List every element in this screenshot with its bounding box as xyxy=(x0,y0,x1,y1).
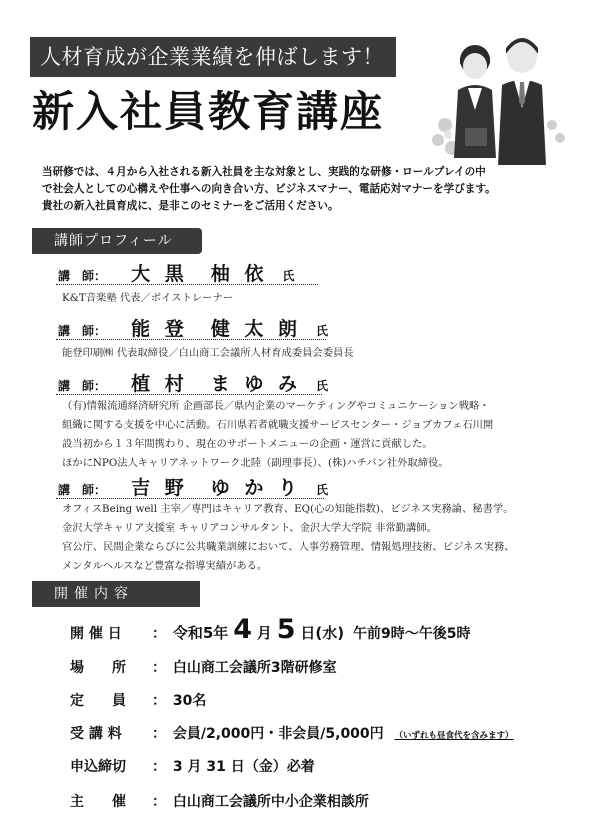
lecturer-honorific: 氏 xyxy=(316,324,329,338)
host-label: 主 催 xyxy=(70,794,126,810)
lecturer-bio xyxy=(62,289,233,308)
fee-value: 会員/2,000円・非会員/5,000円 xyxy=(172,726,384,742)
lecturer-label: 講 師： xyxy=(58,483,107,497)
date-day-unit: 日(水) xyxy=(300,624,345,642)
fee-note: （いずれも昼食代を含みます） xyxy=(394,731,514,741)
fee-label: 受 講 料 xyxy=(70,726,122,742)
lecturer-label: 講 師： xyxy=(58,269,107,283)
lecturer-name: 植 村 ま ゆ み xyxy=(131,373,301,395)
lecturer-heading xyxy=(58,473,328,500)
lecturer-honorific: 氏 xyxy=(316,483,329,497)
lecturer-heading xyxy=(58,259,294,286)
page-title: 新入社員教育講座 xyxy=(32,87,385,136)
deadline-value: 3 月 31 日（金）必着 xyxy=(172,759,315,775)
lecturer-heading xyxy=(58,314,328,341)
lecturer-name: 能 登 健 太 朗 xyxy=(131,318,301,340)
divider xyxy=(56,284,318,285)
intro-text xyxy=(42,164,562,215)
date-month-unit: 月 xyxy=(256,624,272,642)
date-month: 4 xyxy=(233,614,252,645)
headline-banner: 人材育成が企業業績を伸ばします！ xyxy=(30,37,396,77)
bio-line: メンタルヘルスなど豊富な指導実績がある。 xyxy=(62,560,268,572)
intro-line: 当研修では、４月から入社される新入社員を主な対象とし、実践的な研修・ロールプレイの中 xyxy=(42,166,486,178)
lecturer-honorific: 氏 xyxy=(282,269,295,283)
bio-line: オフィスBeing well 主宰／専門はキャリア教育、EQ(心の知能指数)、ビジネス実務論、秘書学。 xyxy=(62,503,514,515)
host-value: 白山商工会議所中小企業相談所 xyxy=(172,794,369,810)
section-header-event: 開催内容 xyxy=(32,581,200,607)
bio-line: K&T音楽塾 代表／ボイストレーナー xyxy=(62,292,234,304)
bio-line: 官公庁、民間企業ならびに公共職業訓練において、人事労務管理、情報処理技術、ビジネス実務、 xyxy=(62,541,515,553)
event-host-row: 主 催 ： 白山商工会議所中小企業相談所 xyxy=(70,791,369,811)
event-fee-row: 受 講 料 ： 会員/2,000円・非会員/5,000円 （いずれも昼食代を含みます） xyxy=(70,723,514,743)
lecturer-label: 講 師： xyxy=(58,324,107,338)
date-label: 開 催 日 xyxy=(70,626,122,642)
date-day: 5 xyxy=(276,614,296,645)
capacity-label: 定 員 xyxy=(70,693,126,709)
lecturer-heading xyxy=(58,369,328,396)
event-deadline-row: 申込締切 ： 3 月 31 日（金）必着 xyxy=(70,756,315,776)
lecturer-name: 吉 野 ゆ か り xyxy=(131,477,301,499)
date-era: 令和5年 xyxy=(172,624,229,642)
event-capacity-row: 定 員 ： 30名 xyxy=(70,690,206,710)
capacity-value: 30名 xyxy=(172,693,207,709)
bio-line: ほかにNPO法人キャリアネットワーク北陸（副理事長）、(株)ハチバン社外取締役。 xyxy=(62,457,449,469)
lecturer-name: 大 黒 柚 依 xyxy=(131,263,268,285)
lecturer-label: 講 師： xyxy=(58,379,107,393)
bio-line: 能登印刷㈱ 代表取締役／白山商工会議所人材育成委員会委員長 xyxy=(62,347,354,359)
deadline-label: 申込締切 xyxy=(70,759,126,775)
lecturer-bio xyxy=(62,397,493,473)
event-date-row: 開 催 日 ： 令和5年 4 月 5 日(水) 午前9時～午後5時 xyxy=(70,614,471,645)
divider xyxy=(56,394,322,395)
bio-line: （有)情報流通経済研究所 企画部長／県内企業のマーケティングやコミュニケーション戦略・ xyxy=(62,400,490,412)
section-header-profile: 講師プロフィール xyxy=(32,228,202,254)
business-people-illustration xyxy=(430,30,570,170)
bio-line: 組織に関する支援を中心に活動。石川県若者就職支援サービスセンター・ジョブカフェ石川開 xyxy=(62,419,494,431)
lecturer-honorific: 氏 xyxy=(316,379,329,393)
lecturer-bio xyxy=(62,500,515,576)
lecturer-bio xyxy=(62,344,354,363)
venue-value: 白山商工会議所3階研修室 xyxy=(172,660,337,676)
intro-line: 貴社の新入社員育成に、是非このセミナーをご活用ください。 xyxy=(42,200,339,212)
bio-line: 設当初から１３年間携わり、現在のサポートメニューの企画・運営に貢献した。 xyxy=(62,438,433,450)
bio-line: 金沢大学キャリア支援室 キャリアコンサルタント、金沢大学大学院 非常勤講師。 xyxy=(62,522,437,534)
divider xyxy=(56,498,324,499)
date-time: 午前9時～午後5時 xyxy=(353,626,471,642)
divider xyxy=(56,339,326,340)
event-venue-row: 場 所 ： 白山商工会議所3階研修室 xyxy=(70,657,337,677)
venue-label: 場 所 xyxy=(70,660,126,676)
intro-line: で社会人としての心構えや仕事への向き合い方、ビジネスマナー、電話応対マナーを学びます。 xyxy=(42,183,496,195)
